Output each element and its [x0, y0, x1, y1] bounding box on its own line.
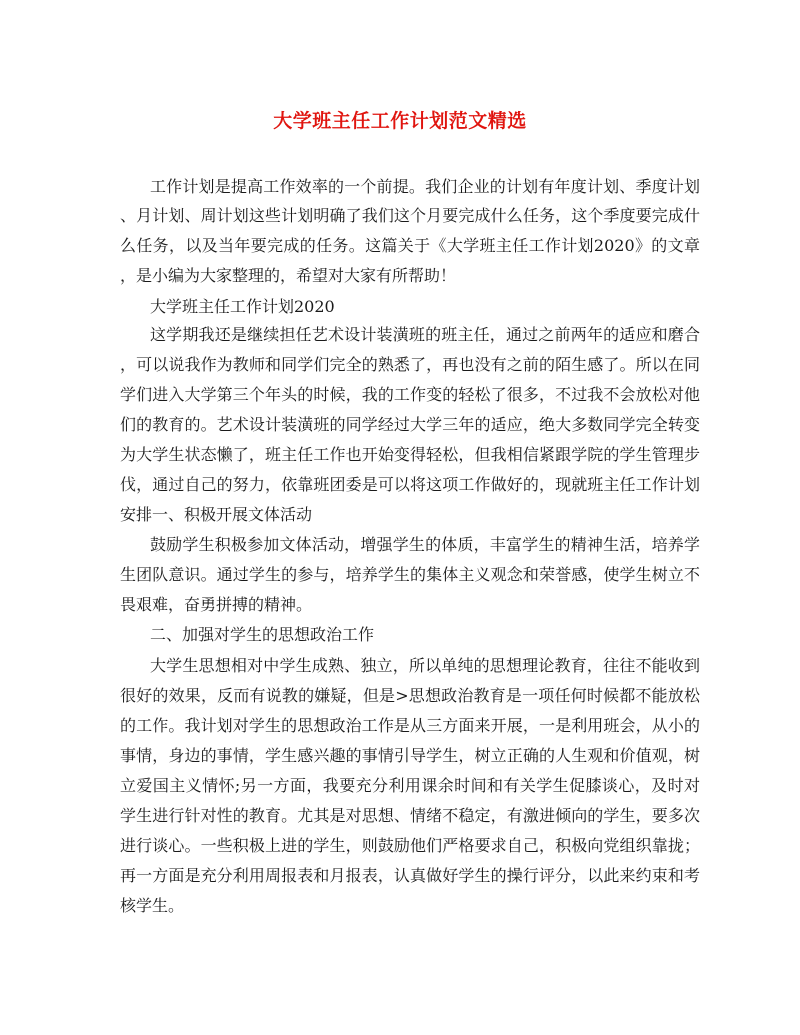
paragraph-line: 、月计划、周计划这些计划明确了我们这个月要完成什么任务，这个季度要完成什	[120, 206, 700, 225]
paragraph-line: 安排一、积极开展文体活动	[120, 505, 313, 524]
paragraph-line: 学生进行针对性的教育。尤其是对思想、情绪不稳定，有激进倾向的学生，要多次	[120, 806, 700, 825]
paragraph-line: 鼓励学生积极参加文体活动，增强学生的体质，丰富学生的精神生活，培养学	[150, 535, 700, 554]
document-title: 大学班主任工作计划范文精选	[273, 110, 527, 132]
paragraph-line: 核学生。	[120, 896, 185, 915]
paragraph-line: 进行谈心。一些积极上进的学生，则鼓励他们严格要求自己，积极向党组织靠拢；	[120, 836, 700, 855]
paragraph-line: ，可以说我作为教师和同学们完全的熟悉了，再也没有之前的陌生感了。所以在同	[120, 355, 700, 374]
section-heading: 二、加强对学生的思想政治工作	[150, 625, 375, 644]
paragraph-line: 事情，身边的事情，学生感兴趣的事情引导学生，树立正确的人生观和价值观，树	[120, 746, 700, 765]
paragraph-line: 工作计划是提高工作效率的一个前提。我们企业的计划有年度计划、季度计划	[150, 177, 700, 196]
paragraph-line: 立爱国主义情怀;另一方面，我要充分利用课余时间和有关学生促膝谈心，及时对	[120, 776, 700, 795]
paragraph-line: 伐，通过自己的努力，依靠班团委是可以将这项工作做好的，现就班主任工作计划	[120, 475, 700, 494]
paragraph-line: 学们进入大学第三个年头的时候，我的工作变的轻松了很多，不过我不会放松对他	[120, 385, 700, 404]
paragraph-line: ，是小编为大家整理的，希望对大家有所帮助！	[120, 266, 457, 285]
paragraph-line: 这学期我还是继续担任艺术设计装潢班的班主任，通过之前两年的适应和磨合	[150, 325, 700, 344]
section-heading: 大学班主任工作计划2020	[150, 297, 335, 316]
paragraph-line: 的工作。我计划对学生的思想政治工作是从三方面来开展，一是利用班会，从小的	[120, 716, 700, 735]
paragraph-line: 生团队意识。通过学生的参与，培养学生的集体主义观念和荣誉感，使学生树立不	[120, 565, 700, 584]
paragraph-line: 畏艰难，奋勇拼搏的精神。	[120, 595, 313, 614]
paragraph-line: 再一方面是充分利用周报表和月报表，认真做好学生的操行评分，以此来约束和考	[120, 866, 700, 885]
paragraph-line: 很好的效果，反而有说教的嫌疑，但是>思想政治教育是一项任何时候都不能放松	[120, 686, 700, 705]
paragraph-line: 大学生思想相对中学生成熟、独立，所以单纯的思想理论教育，往往不能收到	[150, 656, 700, 675]
paragraph-line: 么任务，以及当年要完成的任务。这篇关于《大学班主任工作计划2020》的文章	[120, 236, 700, 255]
paragraph-line: 为大学生状态懒了，班主任工作也开始变得轻松，但我相信紧跟学院的学生管理步	[120, 445, 700, 464]
paragraph-line: 们的教育的。艺术设计装潢班的同学经过大学三年的适应，绝大多数同学完全转变	[120, 415, 700, 434]
